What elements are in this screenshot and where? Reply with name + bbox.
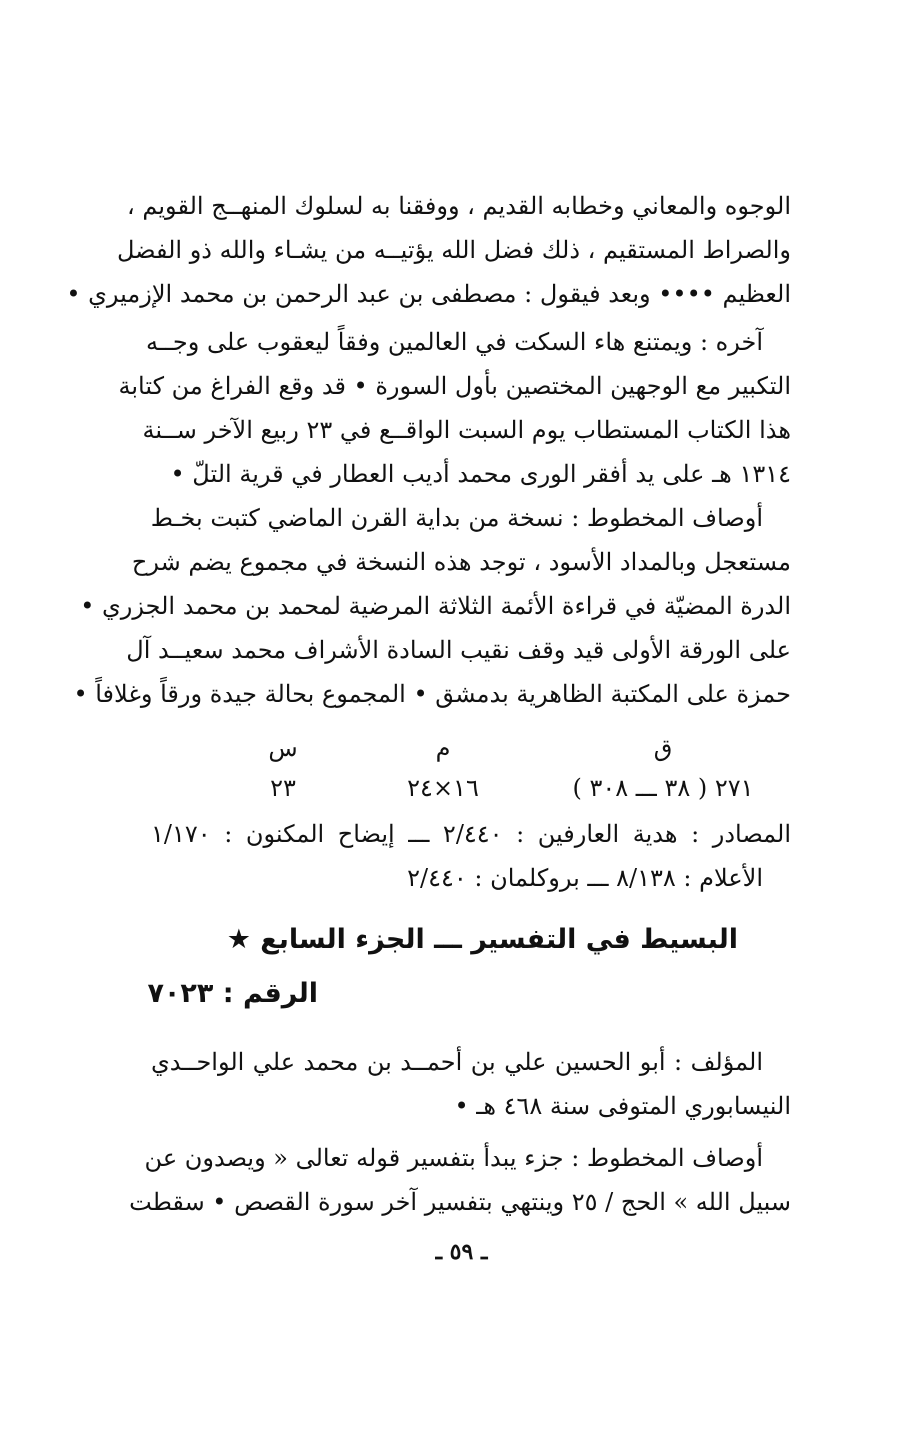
sources-line-1: المصادر : هدية العارفين : ٢/٤٤٠ ـــ إيضاح المكنون : ١/١٧٠	[151, 820, 791, 848]
description-line-3: الدرة المضيّة في قراءة الأئمة الثلاثة المرضية لمحمد بن محمد الجزري •	[80, 592, 791, 620]
folios-column	[563, 728, 763, 812]
description-line-4: على الورقة الأولى قيد وقف نقيب السادة الأشراف محمد سعيــد آل	[126, 636, 791, 664]
section-title: البسيط في التفسير ـــ الجزء السابع ★	[226, 924, 738, 955]
lines-heading: س	[268, 734, 298, 762]
page-number: ـ ٥٩ ـ	[435, 1239, 488, 1265]
sources-paragraph	[151, 812, 791, 900]
lines-column	[213, 728, 353, 812]
description-line-1: أوصاف المخطوط : نسخة من بداية القرن الماضي كتبت بخـط	[150, 504, 763, 532]
size-heading: م	[435, 734, 451, 762]
ending-line-1: آخره : ويمتنع هاء السكت في العالمين وفقاً ليعقوب على وجــه	[145, 328, 763, 356]
intro-paragraph	[66, 184, 791, 316]
lines-value: ٢٣	[270, 774, 296, 802]
description-line-2: مستعجل وبالمداد الأسود ، توجد هذه النسخة في مجموع يضم شرح	[131, 548, 791, 576]
folios-value: ٢٧١ ( ٣٨ ـــ ٣٠٨ )	[572, 774, 754, 802]
description-paragraph	[73, 496, 791, 716]
ending-paragraph	[118, 320, 791, 496]
second-description-paragraph	[129, 1136, 791, 1224]
ending-line-4: ١٣١٤ هـ على يد أفقر الورى محمد أديب العطار في قرية التلّ •	[170, 460, 791, 488]
sources-line-2: الأعلام : ٨/١٣٨ ـــ بروكلمان : ٢/٤٤٠	[407, 864, 763, 892]
folios-heading: ق	[653, 734, 673, 762]
description-line-5: حمزة على المكتبة الظاهرية بدمشق • المجموع بحالة جيدة ورقاً وغلافاً •	[73, 680, 791, 708]
intro-line-2: والصراط المستقيم ، ذلك فضل الله يؤتيــه من يشـاء والله ذو الفضل	[116, 236, 791, 264]
intro-line-3: العظيم •••• وبعد فيقول : مصطفى بن عبد الرحمن بن محمد الإزميري •	[66, 280, 791, 308]
author-line-2: النيسابوري المتوفى سنة ٤٦٨ هـ •	[454, 1092, 791, 1120]
size-value: ١٦×٢٤	[407, 774, 479, 802]
intro-line-1: الوجوه والمعاني وخطابه القديم ، ووفقنا به لسلوك المنهــج القويم ،	[127, 192, 791, 220]
ending-line-3: هذا الكتاب المستطاب يوم السبت الواقــع في ٢٣ ربيع الآخر ســنة	[142, 416, 791, 444]
second-description-line-1: أوصاف المخطوط : جزء يبدأ بتفسير قوله تعالى « ويصدون عن	[144, 1144, 763, 1172]
manuscript-measurements	[203, 728, 763, 812]
ending-line-2: التكبير مع الوجهين المختصين بأول السورة • قد وقع الفراغ من كتابة	[118, 372, 791, 400]
record-number: الرقم : ٧٠٢٣	[147, 978, 318, 1009]
author-line-1: المؤلف : أبو الحسين علي بن أحمــد بن محمد علي الواحــدي	[151, 1048, 763, 1076]
second-description-line-2: سبيل الله » الحج / ٢٥ وينتهي بتفسير آخر سورة القصص • سقطت	[129, 1188, 791, 1216]
author-paragraph	[151, 1040, 791, 1128]
size-column	[373, 728, 513, 812]
